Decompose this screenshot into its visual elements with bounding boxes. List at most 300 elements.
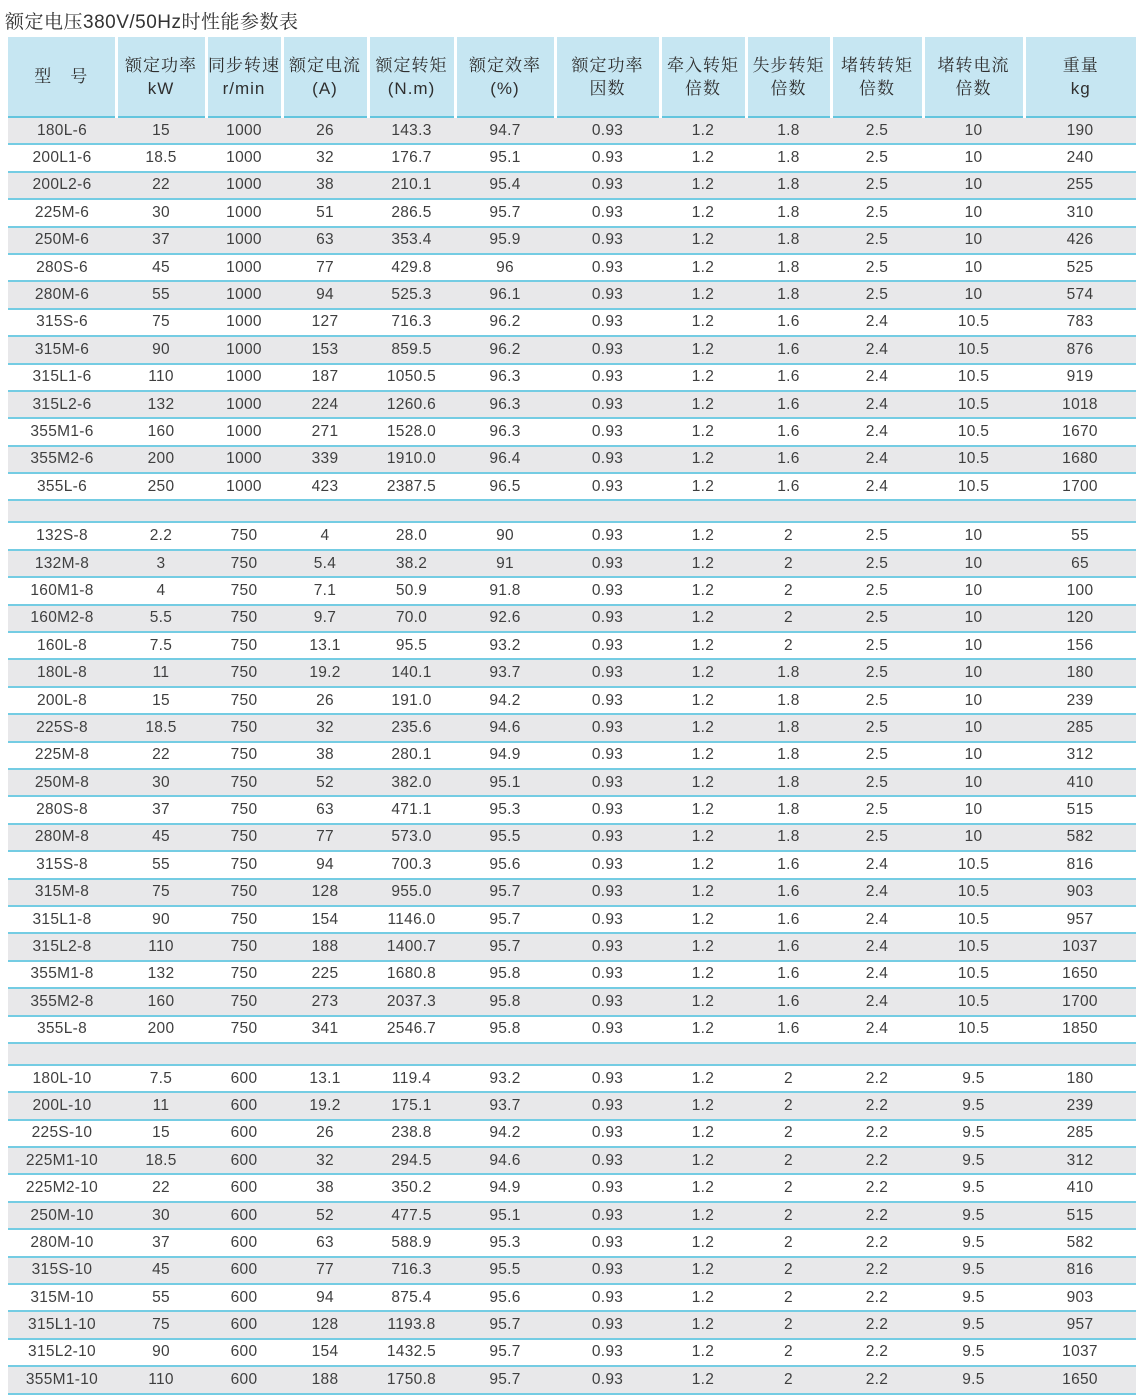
value-cell: 1.8 xyxy=(777,664,800,682)
value-cell: 1.2 xyxy=(691,1020,715,1038)
value-cell: 0.93 xyxy=(591,1124,624,1142)
table-row xyxy=(8,687,1136,714)
value-cell: 2.5 xyxy=(865,258,889,276)
value-cell: 955.0 xyxy=(391,883,432,901)
value-cell: 1260.6 xyxy=(386,395,437,413)
value-cell: 210.1 xyxy=(391,176,432,194)
value-cell: 38 xyxy=(316,176,334,194)
column-header-line2: 倍数 xyxy=(955,78,992,98)
model-cell: 250M-10 xyxy=(30,1206,94,1224)
value-cell: 2.5 xyxy=(865,554,889,572)
model-cell: 315S-6 xyxy=(36,313,88,331)
value-cell: 600 xyxy=(230,1069,258,1087)
value-cell: 2.4 xyxy=(865,992,889,1010)
value-cell: 1.8 xyxy=(777,149,800,167)
value-cell: 1.2 xyxy=(691,340,715,358)
value-cell: 94 xyxy=(316,286,334,304)
value-cell: 0.93 xyxy=(591,691,624,709)
value-cell: 10 xyxy=(964,121,983,139)
value-cell: 2.5 xyxy=(865,773,889,791)
value-cell: 2 xyxy=(784,1206,793,1224)
value-cell: 1680 xyxy=(1062,450,1098,468)
value-cell: 2.4 xyxy=(865,368,889,386)
value-cell: 10 xyxy=(964,231,983,249)
value-cell: 32 xyxy=(316,1151,334,1169)
model-cell: 280M-10 xyxy=(30,1233,94,1251)
value-cell: 95.6 xyxy=(489,855,521,873)
table-row xyxy=(8,1147,1136,1174)
value-cell: 750 xyxy=(230,609,258,627)
value-cell: 55 xyxy=(152,855,170,873)
value-cell: 2.2 xyxy=(865,1124,889,1142)
table-row xyxy=(8,1092,1136,1119)
value-cell: 286.5 xyxy=(391,203,432,221)
value-cell: 2.2 xyxy=(865,1343,889,1361)
value-cell: 96.1 xyxy=(489,286,521,304)
model-cell: 160M2-8 xyxy=(30,609,94,627)
value-cell: 10 xyxy=(964,691,983,709)
value-cell: 903 xyxy=(1066,1288,1094,1306)
value-cell: 750 xyxy=(230,527,258,545)
value-cell: 1.6 xyxy=(777,965,800,983)
value-cell: 0.93 xyxy=(591,664,624,682)
value-cell: 1.2 xyxy=(691,203,715,221)
value-cell: 1.6 xyxy=(777,883,800,901)
value-cell: 38 xyxy=(316,1179,334,1197)
value-cell: 10.5 xyxy=(957,340,990,358)
value-cell: 10.5 xyxy=(957,422,990,440)
value-cell: 143.3 xyxy=(391,121,432,139)
value-cell: 2.2 xyxy=(865,1206,889,1224)
value-cell: 2546.7 xyxy=(386,1020,437,1038)
table-row xyxy=(8,1366,1136,1393)
value-cell: 1.8 xyxy=(777,203,800,221)
value-cell: 750 xyxy=(230,992,258,1010)
model-cell: 355M1-10 xyxy=(25,1370,99,1388)
value-cell: 95.5 xyxy=(489,828,521,846)
value-cell: 525.3 xyxy=(391,286,432,304)
value-cell: 477.5 xyxy=(391,1206,432,1224)
value-cell: 2 xyxy=(784,1343,793,1361)
value-cell: 22 xyxy=(152,746,170,764)
value-cell: 110 xyxy=(148,938,174,956)
value-cell: 280.1 xyxy=(391,746,432,764)
value-cell: 0.93 xyxy=(591,395,624,413)
value-cell: 310 xyxy=(1066,203,1094,221)
table-row xyxy=(8,659,1136,686)
value-cell: 750 xyxy=(230,828,258,846)
table-row xyxy=(8,550,1136,577)
value-cell: 1000 xyxy=(226,422,262,440)
value-cell: 10 xyxy=(964,609,983,627)
value-cell: 128 xyxy=(311,1316,339,1334)
value-cell: 10 xyxy=(964,664,983,682)
value-cell: 1.8 xyxy=(777,258,800,276)
value-cell: 1.2 xyxy=(691,718,715,736)
value-cell: 0.93 xyxy=(591,581,624,599)
value-cell: 1.2 xyxy=(691,121,715,139)
value-cell: 515 xyxy=(1066,801,1094,819)
value-cell: 95.7 xyxy=(489,203,521,221)
value-cell: 750 xyxy=(230,910,258,928)
value-cell: 4 xyxy=(156,581,166,599)
value-cell: 1.8 xyxy=(777,746,800,764)
value-cell: 90 xyxy=(152,340,170,358)
value-cell: 15 xyxy=(152,121,170,139)
value-cell: 2.4 xyxy=(865,938,889,956)
value-cell: 240 xyxy=(1066,149,1094,167)
model-cell: 200L1-6 xyxy=(32,149,92,167)
table-row xyxy=(8,144,1136,171)
value-cell: 1.2 xyxy=(691,773,715,791)
value-cell: 2 xyxy=(784,1261,793,1279)
table-row xyxy=(8,714,1136,741)
value-cell: 45 xyxy=(152,1261,170,1279)
value-cell: 1.6 xyxy=(777,855,800,873)
model-cell: 180L-10 xyxy=(32,1069,92,1087)
value-cell: 63 xyxy=(316,801,334,819)
value-cell: 750 xyxy=(230,746,258,764)
value-cell: 13.1 xyxy=(309,636,341,654)
value-cell: 588.9 xyxy=(391,1233,432,1251)
value-cell: 1018 xyxy=(1062,395,1098,413)
value-cell: 0.93 xyxy=(591,176,624,194)
model-cell: 180L-8 xyxy=(36,664,88,682)
table-row xyxy=(8,473,1136,500)
value-cell: 0.93 xyxy=(591,883,624,901)
model-cell: 315L2-6 xyxy=(32,395,92,413)
value-cell: 2.2 xyxy=(149,527,173,545)
value-cell: 1.2 xyxy=(691,992,715,1010)
column-header-line1: 失步转矩 xyxy=(752,55,825,75)
model-cell: 315M-10 xyxy=(30,1288,94,1306)
column-header-line2: (%) xyxy=(490,78,520,98)
value-cell: 128 xyxy=(311,883,339,901)
value-cell: 2.5 xyxy=(865,801,889,819)
value-cell: 574 xyxy=(1066,286,1094,304)
value-cell: 1.2 xyxy=(691,609,715,627)
value-cell: 0.93 xyxy=(591,1179,624,1197)
value-cell: 471.1 xyxy=(391,801,432,819)
value-cell: 1000 xyxy=(226,477,262,495)
column-header-line1: 同步转速 xyxy=(208,55,280,75)
value-cell: 0.93 xyxy=(591,1343,624,1361)
value-cell: 0.93 xyxy=(591,340,624,358)
value-cell: 94.6 xyxy=(489,1151,521,1169)
value-cell: 1.2 xyxy=(691,691,715,709)
value-cell: 525 xyxy=(1066,258,1094,276)
model-cell: 315M-6 xyxy=(34,340,90,358)
value-cell: 26 xyxy=(316,691,334,709)
value-cell: 919 xyxy=(1066,368,1094,386)
value-cell: 90 xyxy=(496,527,514,545)
value-cell: 1.2 xyxy=(691,395,715,413)
value-cell: 0.93 xyxy=(591,1233,624,1251)
value-cell: 1.2 xyxy=(691,1124,715,1142)
value-cell: 2.4 xyxy=(865,910,889,928)
value-cell: 225 xyxy=(311,965,339,983)
value-cell: 1000 xyxy=(226,395,262,413)
value-cell: 1910.0 xyxy=(386,450,437,468)
value-cell: 1.2 xyxy=(691,176,715,194)
column-header-line1: 额定功率 xyxy=(571,55,644,75)
value-cell: 816 xyxy=(1066,1261,1094,1279)
column-header-line2: (A) xyxy=(312,78,338,98)
value-cell: 1.6 xyxy=(777,422,800,440)
value-cell: 9.5 xyxy=(962,1069,985,1087)
value-cell: 9.5 xyxy=(962,1179,985,1197)
value-cell: 1000 xyxy=(226,149,262,167)
value-cell: 10.5 xyxy=(957,855,990,873)
value-cell: 1.2 xyxy=(691,1151,715,1169)
value-cell: 77 xyxy=(316,828,334,846)
value-cell: 0.93 xyxy=(591,203,624,221)
value-cell: 52 xyxy=(316,773,334,791)
value-cell: 1670 xyxy=(1062,422,1098,440)
value-cell: 750 xyxy=(230,718,258,736)
value-cell: 26 xyxy=(316,1124,334,1142)
value-cell: 10 xyxy=(964,149,983,167)
table-row xyxy=(8,577,1136,604)
value-cell: 96.3 xyxy=(489,395,521,413)
value-cell: 700.3 xyxy=(391,855,432,873)
column-header-line1: 堵转电流 xyxy=(937,55,1010,75)
value-cell: 1.2 xyxy=(691,664,715,682)
value-cell: 75 xyxy=(152,313,170,331)
value-cell: 750 xyxy=(230,581,258,599)
value-cell: 10 xyxy=(964,773,983,791)
value-cell: 750 xyxy=(230,554,258,572)
value-cell: 52 xyxy=(316,1206,334,1224)
value-cell: 65 xyxy=(1071,554,1089,572)
model-cell: 315S-8 xyxy=(36,855,88,873)
value-cell: 95.7 xyxy=(489,883,521,901)
value-cell: 154 xyxy=(311,1343,339,1361)
value-cell: 0.93 xyxy=(591,477,624,495)
value-cell: 582 xyxy=(1066,828,1094,846)
value-cell: 10 xyxy=(964,258,983,276)
value-cell: 1.6 xyxy=(777,938,800,956)
table-row xyxy=(8,824,1136,851)
value-cell: 2.2 xyxy=(865,1288,889,1306)
group-separator-row xyxy=(8,500,1136,522)
value-cell: 1.2 xyxy=(691,368,715,386)
value-cell: 10.5 xyxy=(957,883,990,901)
value-cell: 9.5 xyxy=(962,1206,985,1224)
column-header-line2: 倍数 xyxy=(859,78,895,98)
value-cell: 30 xyxy=(152,203,170,221)
value-cell: 22 xyxy=(152,176,170,194)
value-cell: 11 xyxy=(152,1096,170,1114)
value-cell: 1000 xyxy=(226,313,262,331)
value-cell: 0.93 xyxy=(591,1261,624,1279)
column-header-line1: 型 号 xyxy=(34,67,89,86)
value-cell: 96.2 xyxy=(489,313,521,331)
column-header-line1: 额定效率 xyxy=(469,55,541,75)
value-cell: 110 xyxy=(148,368,174,386)
value-cell: 2 xyxy=(784,1370,793,1388)
value-cell: 119.4 xyxy=(391,1069,432,1087)
value-cell: 600 xyxy=(230,1233,258,1251)
value-cell: 160 xyxy=(147,992,175,1010)
value-cell: 1.8 xyxy=(777,718,800,736)
model-cell: 355L-6 xyxy=(36,477,88,495)
model-cell: 225M-6 xyxy=(34,203,90,221)
table-row xyxy=(8,1065,1136,1092)
value-cell: 1.2 xyxy=(691,938,715,956)
value-cell: 2.5 xyxy=(865,609,889,627)
value-cell: 294.5 xyxy=(391,1151,432,1169)
value-cell: 1.2 xyxy=(691,1261,715,1279)
value-cell: 96.3 xyxy=(489,368,521,386)
value-cell: 9.5 xyxy=(962,1288,985,1306)
table-row xyxy=(8,988,1136,1015)
value-cell: 750 xyxy=(230,855,258,873)
value-cell: 176.7 xyxy=(391,149,432,167)
value-cell: 600 xyxy=(230,1206,258,1224)
value-cell: 1432.5 xyxy=(386,1343,437,1361)
value-cell: 2.4 xyxy=(865,855,889,873)
value-cell: 95.7 xyxy=(489,910,521,928)
table-row xyxy=(8,336,1136,363)
value-cell: 224 xyxy=(311,395,339,413)
value-cell: 0.93 xyxy=(591,1288,624,1306)
value-cell: 10 xyxy=(964,581,983,599)
value-cell: 191.0 xyxy=(391,691,432,709)
value-cell: 90 xyxy=(152,910,170,928)
value-cell: 93.7 xyxy=(489,1096,521,1114)
column-header xyxy=(282,37,368,117)
value-cell: 255 xyxy=(1066,176,1094,194)
value-cell: 2.5 xyxy=(865,664,889,682)
value-cell: 95.3 xyxy=(489,801,521,819)
value-cell: 2 xyxy=(784,1288,793,1306)
value-cell: 1.6 xyxy=(777,340,800,358)
value-cell: 9.5 xyxy=(962,1124,985,1142)
value-cell: 10 xyxy=(964,203,983,221)
value-cell: 1528.0 xyxy=(386,422,437,440)
value-cell: 1000 xyxy=(226,450,262,468)
value-cell: 38 xyxy=(316,746,334,764)
value-cell: 96.5 xyxy=(489,477,521,495)
table-row xyxy=(8,605,1136,632)
column-header-line1: 重量 xyxy=(1062,55,1099,75)
value-cell: 95.4 xyxy=(489,176,521,194)
value-cell: 339 xyxy=(311,450,339,468)
model-cell: 280S-8 xyxy=(36,801,88,819)
value-cell: 2 xyxy=(784,1069,793,1087)
value-cell: 750 xyxy=(230,691,258,709)
value-cell: 1000 xyxy=(226,203,262,221)
value-cell: 96.3 xyxy=(489,422,521,440)
value-cell: 0.93 xyxy=(591,910,624,928)
value-cell: 285 xyxy=(1066,1124,1094,1142)
value-cell: 250 xyxy=(147,477,175,495)
value-cell: 1.2 xyxy=(691,910,715,928)
value-cell: 94.7 xyxy=(489,121,521,139)
value-cell: 0.93 xyxy=(591,1316,624,1334)
value-cell: 1000 xyxy=(226,340,262,358)
value-cell: 10 xyxy=(964,746,983,764)
value-cell: 100 xyxy=(1066,581,1094,599)
value-cell: 429.8 xyxy=(391,258,432,276)
value-cell: 0.93 xyxy=(591,801,624,819)
value-cell: 0.93 xyxy=(591,609,624,627)
value-cell: 10.5 xyxy=(957,965,990,983)
value-cell: 19.2 xyxy=(309,664,341,682)
value-cell: 32 xyxy=(316,718,334,736)
value-cell: 0.93 xyxy=(591,121,624,139)
value-cell: 1680.8 xyxy=(386,965,437,983)
value-cell: 2 xyxy=(784,554,793,572)
value-cell: 2 xyxy=(784,636,793,654)
value-cell: 15 xyxy=(152,691,170,709)
value-cell: 271 xyxy=(311,422,339,440)
value-cell: 70.0 xyxy=(395,609,428,627)
value-cell: 0.93 xyxy=(591,231,624,249)
value-cell: 1.2 xyxy=(691,450,715,468)
column-header-line2: kg xyxy=(1070,78,1091,98)
value-cell: 19.2 xyxy=(309,1096,341,1114)
value-cell: 94.2 xyxy=(489,1124,521,1142)
value-cell: 45 xyxy=(152,258,170,276)
model-cell: 355M2-6 xyxy=(30,450,94,468)
value-cell: 77 xyxy=(316,1261,334,1279)
value-cell: 515 xyxy=(1066,1206,1094,1224)
value-cell: 1.2 xyxy=(691,1370,715,1388)
value-cell: 2.4 xyxy=(865,422,889,440)
value-cell: 0.93 xyxy=(591,422,624,440)
value-cell: 600 xyxy=(230,1316,258,1334)
value-cell: 2387.5 xyxy=(386,477,437,495)
value-cell: 10 xyxy=(964,527,983,545)
value-cell: 2.4 xyxy=(865,1020,889,1038)
model-cell: 315L2-8 xyxy=(32,938,92,956)
value-cell: 573.0 xyxy=(391,828,432,846)
model-cell: 132M-8 xyxy=(34,554,90,572)
value-cell: 93.2 xyxy=(489,1069,521,1087)
column-header-line2: 因数 xyxy=(589,78,626,98)
value-cell: 38.2 xyxy=(395,554,428,572)
value-cell: 0.93 xyxy=(591,855,624,873)
value-cell: 600 xyxy=(230,1370,258,1388)
value-cell: 1.2 xyxy=(691,313,715,331)
model-cell: 355L-8 xyxy=(36,1020,88,1038)
value-cell: 0.93 xyxy=(591,368,624,386)
model-cell: 200L2-6 xyxy=(32,176,92,194)
value-cell: 382.0 xyxy=(391,773,432,791)
value-cell: 9.5 xyxy=(962,1151,985,1169)
value-cell: 1.2 xyxy=(691,1316,715,1334)
value-cell: 95.8 xyxy=(489,965,521,983)
value-cell: 0.93 xyxy=(591,1020,624,1038)
value-cell: 91.8 xyxy=(489,581,521,599)
value-cell: 1.2 xyxy=(691,801,715,819)
value-cell: 1.2 xyxy=(691,965,715,983)
value-cell: 859.5 xyxy=(391,340,432,358)
value-cell: 95.6 xyxy=(489,1288,521,1306)
value-cell: 2.2 xyxy=(865,1096,889,1114)
value-cell: 11 xyxy=(152,664,170,682)
value-cell: 1.2 xyxy=(691,477,715,495)
value-cell: 1.2 xyxy=(691,286,715,304)
header-row xyxy=(8,37,1136,117)
table-header xyxy=(8,37,1136,117)
column-header-line2: (N.m) xyxy=(387,78,436,98)
value-cell: 96 xyxy=(496,258,514,276)
value-cell: 2037.3 xyxy=(386,992,437,1010)
value-cell: 93.2 xyxy=(489,636,521,654)
